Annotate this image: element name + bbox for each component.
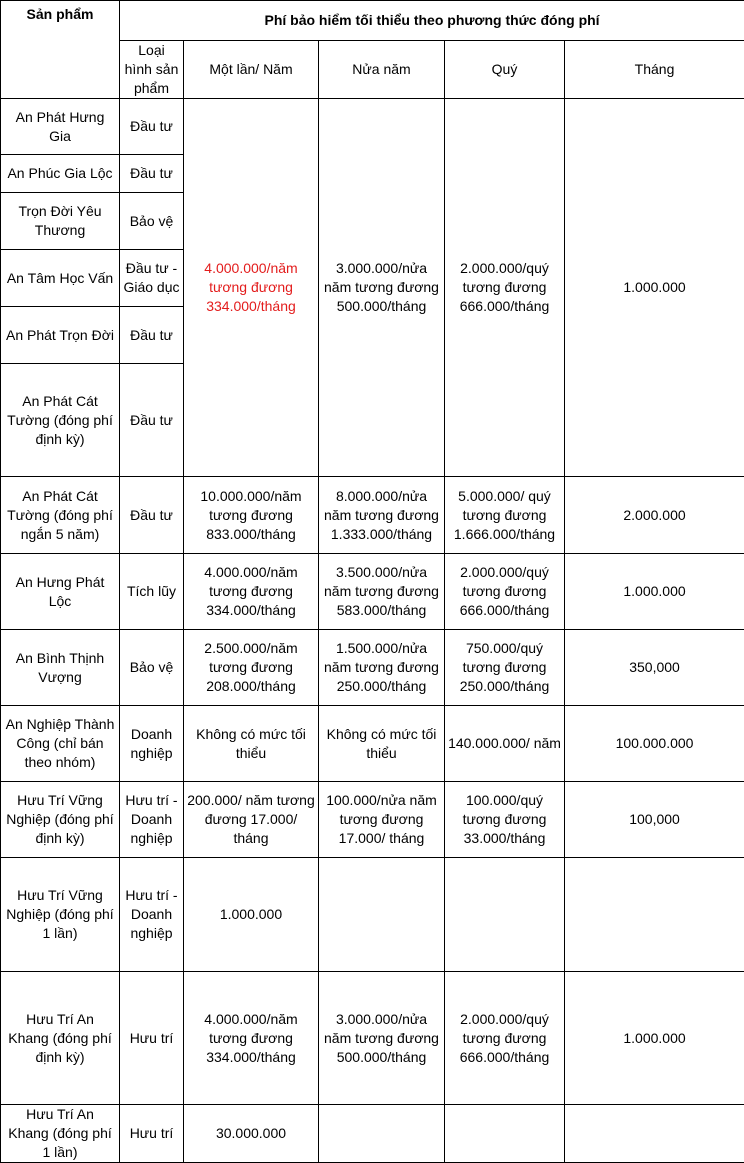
month-cell: 1.000.000 — [565, 554, 744, 630]
product-cell: An Phát Hưng Gia — [1, 99, 120, 155]
header-super: Phí bảo hiểm tối thiểu theo phương thức đóng phí — [120, 1, 744, 41]
month-cell: 350,000 — [565, 630, 744, 706]
quarter-cell: 100.000/quý tương đương 33.000/tháng — [445, 782, 565, 858]
type-cell: Bảo vệ — [120, 193, 184, 250]
half-cell: 100.000/nửa năm tương đương 17.000/ tháng — [319, 782, 445, 858]
product-cell: An Nghiệp Thành Công (chỉ bán theo nhóm) — [1, 706, 120, 782]
product-cell: An Phát Cát Tường (đóng phí ngắn 5 năm) — [1, 477, 120, 554]
product-cell: An Hưng Phát Lộc — [1, 554, 120, 630]
product-cell: An Phúc Gia Lộc — [1, 155, 120, 193]
quarter-cell: 750.000/quý tương đương 250.000/tháng — [445, 630, 565, 706]
month-cell — [565, 858, 744, 972]
half-cell: 3.500.000/nửa năm tương đương 583.000/tháng — [319, 554, 445, 630]
month-cell: 2.000.000 — [565, 477, 744, 554]
product-cell: An Bình Thịnh Vượng — [1, 630, 120, 706]
type-cell: Đầu tư - Giáo dục — [120, 250, 184, 307]
product-cell: An Phát Cát Tường (đóng phí định kỳ) — [1, 364, 120, 477]
table-row — [1, 1105, 744, 1163]
annual-cell-group: 4.000.000/năm tương đương 334.000/tháng — [184, 99, 319, 477]
type-cell: Hưu trí — [120, 1105, 184, 1163]
table-row — [1, 99, 744, 155]
type-cell: Đầu tư — [120, 477, 184, 554]
type-cell: Đầu tư — [120, 99, 184, 155]
quarter-cell: 2.000.000/quý tương đương 666.000/tháng — [445, 554, 565, 630]
quarter-cell-group: 2.000.000/quý tương đương 666.000/tháng — [445, 99, 565, 477]
product-cell: Trọn Đời Yêu Thương — [1, 193, 120, 250]
half-cell — [319, 1105, 445, 1163]
table-row — [1, 706, 744, 782]
type-cell: Đầu tư — [120, 307, 184, 364]
table-row — [1, 972, 744, 1105]
product-cell: An Phát Trọn Đời — [1, 307, 120, 364]
half-cell — [319, 858, 445, 972]
quarter-cell: 140.000.000/ năm — [445, 706, 565, 782]
table-row — [1, 782, 744, 858]
annual-cell: 1.000.000 — [184, 858, 319, 972]
month-cell: 100.000.000 — [565, 706, 744, 782]
type-cell: Hưu trí - Doanh nghiệp — [120, 858, 184, 972]
month-cell: 100,000 — [565, 782, 744, 858]
type-cell: Tích lũy — [120, 554, 184, 630]
type-cell: Đầu tư — [120, 364, 184, 477]
product-cell: Hưu Trí Vững Nghiệp (đóng phí 1 lần) — [1, 858, 120, 972]
product-cell: Hưu Trí Vững Nghiệp (đóng phí định kỳ) — [1, 782, 120, 858]
product-cell: Hưu Trí An Khang (đóng phí định kỳ) — [1, 972, 120, 1105]
type-cell: Hưu trí - Doanh nghiệp — [120, 782, 184, 858]
annual-cell: Không có mức tối thiểu — [184, 706, 319, 782]
annual-cell: 30.000.000 — [184, 1105, 319, 1163]
header-annual: Một lần/ Năm — [184, 41, 319, 99]
product-cell: Hưu Trí An Khang (đóng phí 1 lần) — [1, 1105, 120, 1163]
table-row — [1, 630, 744, 706]
quarter-cell — [445, 1105, 565, 1163]
quarter-cell — [445, 858, 565, 972]
header-type: Loại hình sản phẩm — [120, 41, 184, 99]
header-half: Nửa năm — [319, 41, 445, 99]
product-cell: An Tâm Học Vấn — [1, 250, 120, 307]
header-month: Tháng — [565, 41, 744, 99]
month-cell: 1.000.000 — [565, 972, 744, 1105]
half-cell: 3.000.000/nửa năm tương đương 500.000/tháng — [319, 972, 445, 1105]
annual-cell: 4.000.000/năm tương đương 334.000/tháng — [184, 554, 319, 630]
half-cell: Không có mức tối thiểu — [319, 706, 445, 782]
month-cell-group: 1.000.000 — [565, 99, 744, 477]
header-quarter: Quý — [445, 41, 565, 99]
header-product: Sản phẩm — [1, 1, 120, 99]
half-cell-group: 3.000.000/nửa năm tương đương 500.000/tháng — [319, 99, 445, 477]
annual-cell: 200.000/ năm tương đương 17.000/ tháng — [184, 782, 319, 858]
annual-cell: 10.000.000/năm tương đương 833.000/tháng — [184, 477, 319, 554]
annual-cell: 2.500.000/năm tương đương 208.000/tháng — [184, 630, 319, 706]
type-cell: Doanh nghiệp — [120, 706, 184, 782]
type-cell: Hưu trí — [120, 972, 184, 1105]
table-row — [1, 554, 744, 630]
type-cell: Đầu tư — [120, 155, 184, 193]
quarter-cell: 2.000.000/quý tương đương 666.000/tháng — [445, 972, 565, 1105]
half-cell: 1.500.000/nửa năm tương đương 250.000/tháng — [319, 630, 445, 706]
table-row — [1, 858, 744, 972]
type-cell: Bảo vệ — [120, 630, 184, 706]
half-cell: 8.000.000/nửa năm tương đương 1.333.000/tháng — [319, 477, 445, 554]
quarter-cell: 5.000.000/ quý tương đương 1.666.000/tháng — [445, 477, 565, 554]
month-cell — [565, 1105, 744, 1163]
table-row — [1, 477, 744, 554]
annual-cell: 4.000.000/năm tương đương 334.000/tháng — [184, 972, 319, 1105]
